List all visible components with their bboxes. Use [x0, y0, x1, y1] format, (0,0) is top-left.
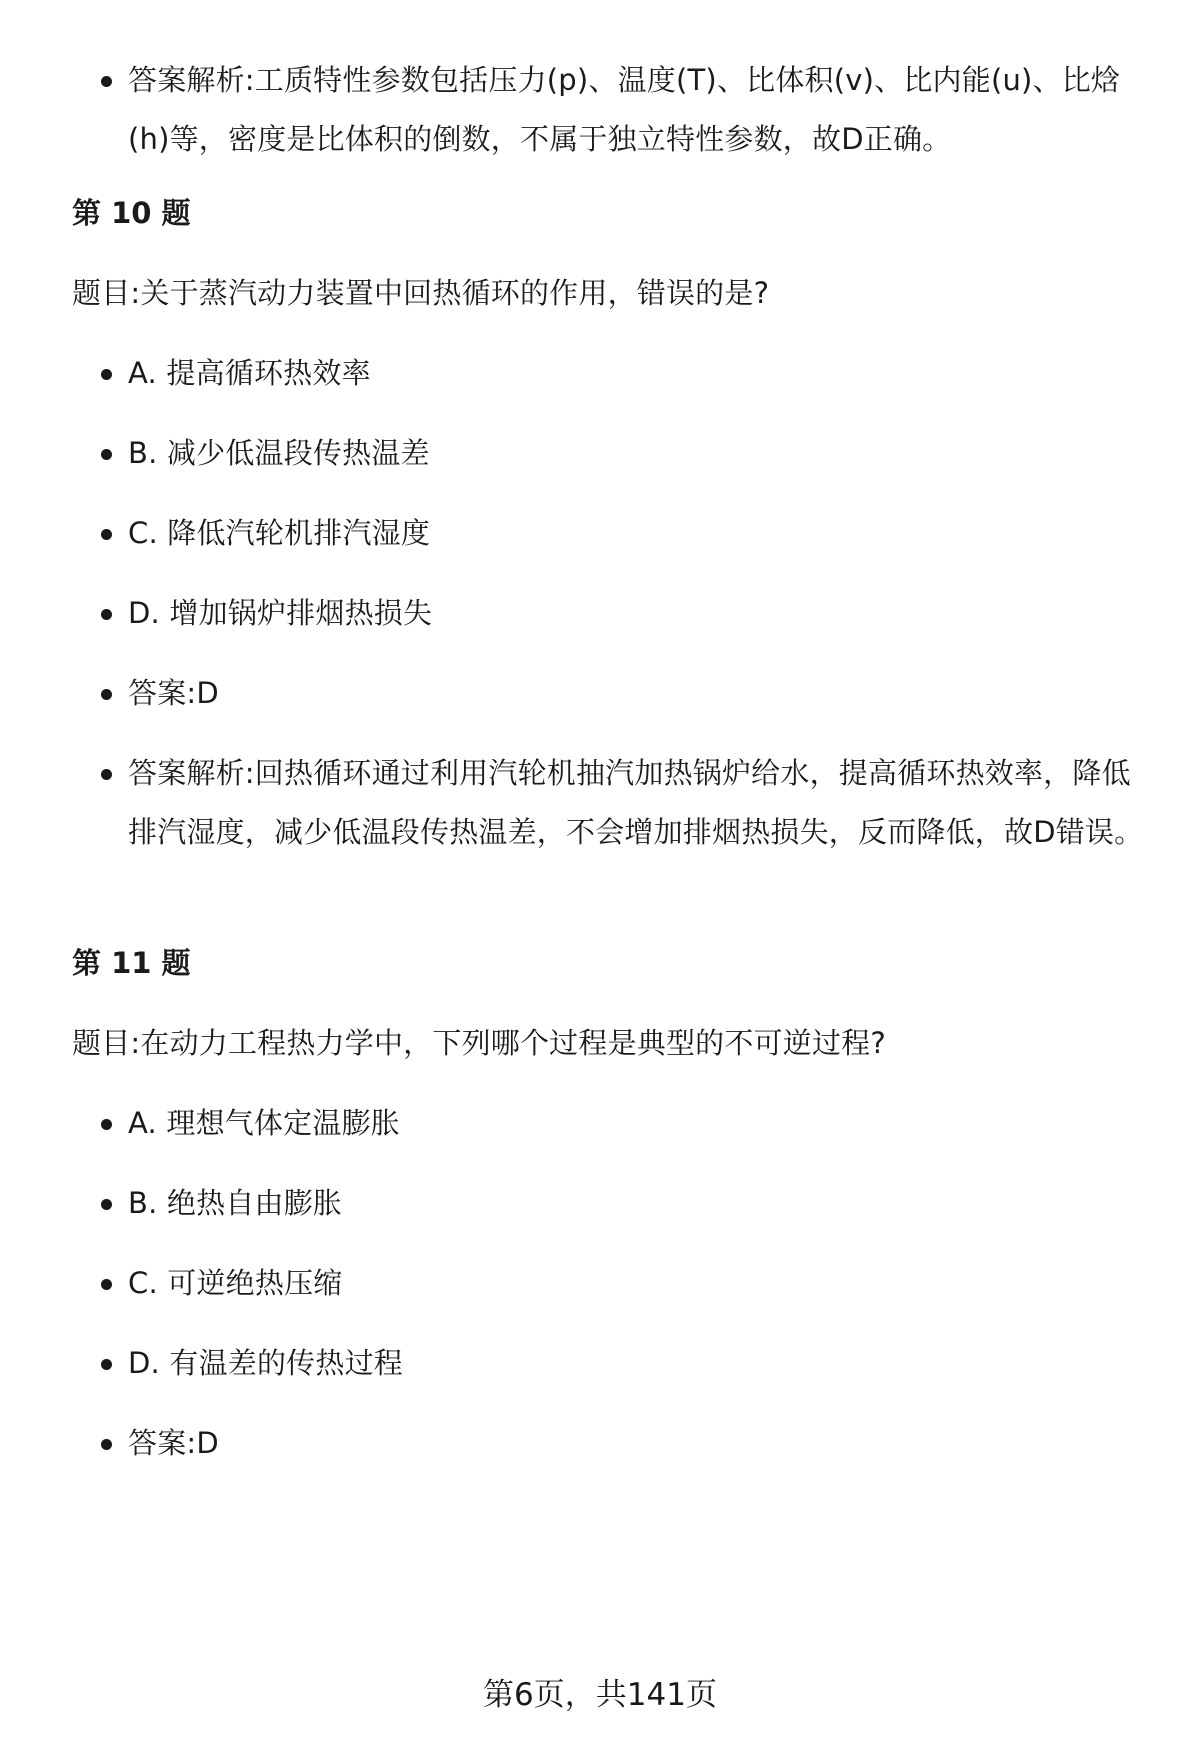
question-10-analysis: 答案解析:回热循环通过利用汽轮机抽汽加热锅炉给水，提高循环热效率，降低排汽湿度，减少低温段传热温差，不会增加排烟热损失，反而降低，故D错误。 [128, 744, 1158, 862]
question-11-option-c: C. 可逆绝热压缩 [128, 1254, 1158, 1313]
question-11-option-a: A. 理想气体定温膨胀 [128, 1094, 1158, 1153]
question-10-heading: 第 10 题 [72, 196, 191, 230]
question-11-heading: 第 11 题 [72, 946, 191, 980]
prev-answer-analysis: 答案解析:工质特性参数包括压力(p)、温度(T)、比体积(v)、比内能(u)、比焓(h)等，密度是比体积的倒数，不属于独立特性参数，故D正确。 [128, 51, 1158, 169]
question-11-answer: 答案:D [128, 1414, 1158, 1473]
page-number-footer: 第6页，共141页 [483, 1677, 717, 1713]
question-10-prompt: 题目:关于蒸汽动力装置中回热循环的作用，错误的是? [72, 276, 770, 310]
question-10-option-d: D. 增加锅炉排烟热损失 [128, 584, 1158, 643]
question-10-option-b: B. 减少低温段传热温差 [128, 424, 1158, 483]
question-10-option-a: A. 提高循环热效率 [128, 344, 1158, 403]
question-11-option-d: D. 有温差的传热过程 [128, 1334, 1158, 1393]
question-10-answer: 答案:D [128, 664, 1158, 723]
question-11-option-b: B. 绝热自由膨胀 [128, 1174, 1158, 1233]
question-10-option-c: C. 降低汽轮机排汽湿度 [128, 504, 1158, 563]
question-11-prompt: 题目:在动力工程热力学中，下列哪个过程是典型的不可逆过程? [72, 1026, 886, 1060]
